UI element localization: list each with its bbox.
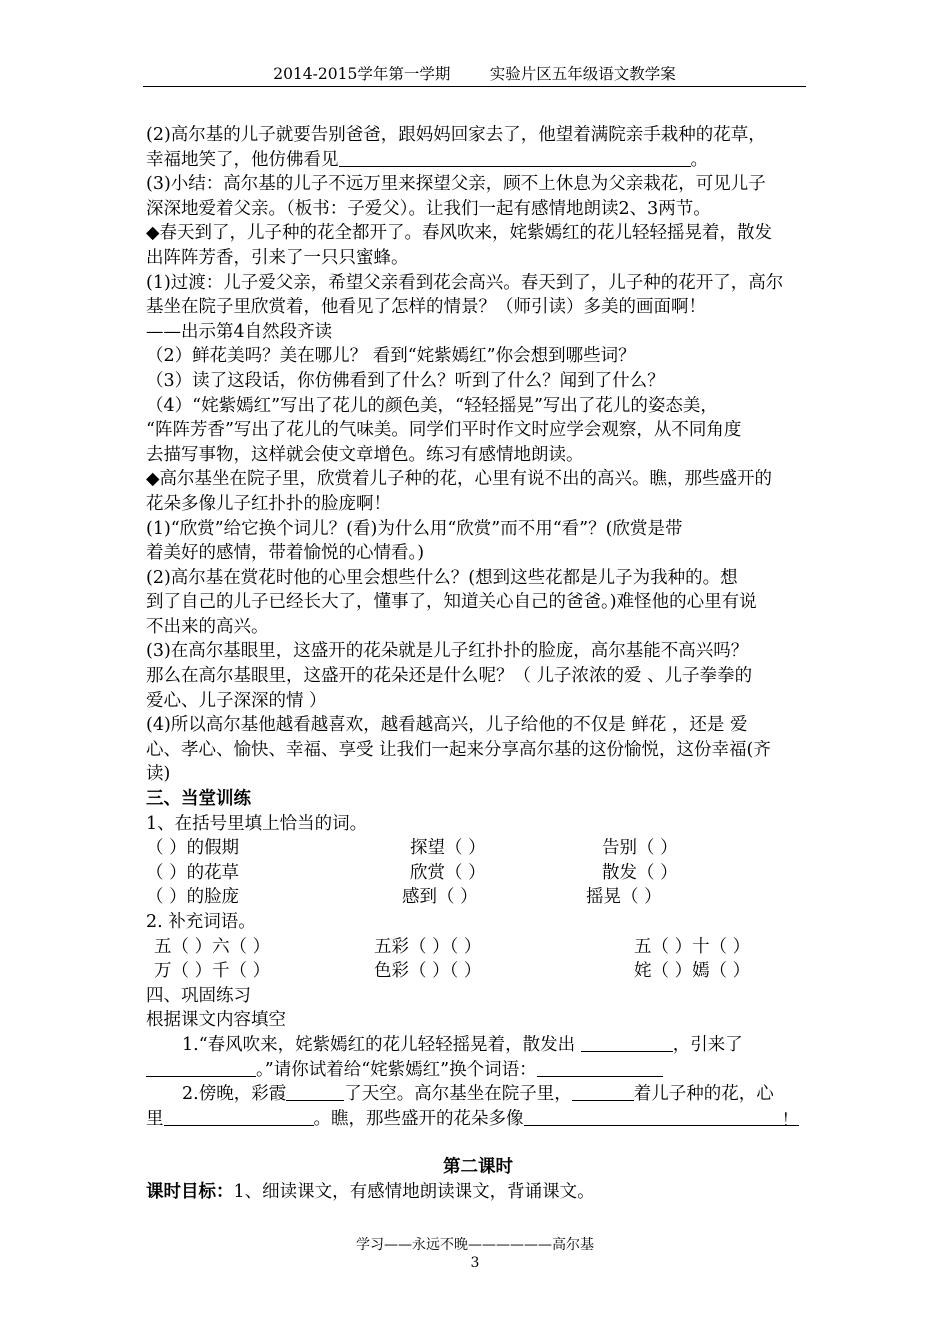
exercise-question: 1、在括号里填上恰当的词。: [146, 813, 368, 834]
fill-item[interactable]: （ ）的假期: [146, 838, 240, 859]
text-line: 出阵阵芳香，引来了一只只蜜蜂。: [146, 247, 409, 268]
text-line: “阵阵芳香”写出了花儿的气味美。同学们平时作文时应学会观察，从不同角度: [146, 420, 742, 441]
idiom-item[interactable]: 色彩（ ）（ ）: [374, 961, 482, 982]
fill-item[interactable]: 感到（ ）: [402, 887, 478, 908]
fill-row: [146, 861, 810, 886]
idiom-item[interactable]: 五彩（ ）（ ）: [374, 936, 482, 957]
text-line: ◆春天到了，儿子种的花全都开了。春风吹来，姹紫嫣红的花儿轻轻摇晃着，散发: [146, 223, 772, 244]
answer-blank[interactable]: [524, 1109, 782, 1126]
fill-row: [146, 885, 810, 910]
text-line: (1)过渡：儿子爱父亲，希望父亲看到花会高兴。春天到了，儿子种的花开了，高尔: [146, 272, 784, 293]
text-line: 心、孝心、愉快、幸福、享受 让我们一起来分享高尔基的这份愉悦，这份幸福(齐: [146, 739, 771, 760]
main-content: [146, 123, 810, 1205]
idiom-row: [146, 935, 810, 960]
text-line: ——出示第4自然段齐读: [146, 321, 333, 342]
page-header: [143, 62, 806, 86]
page-number: 3: [470, 1255, 480, 1271]
text-line: 不出来的高兴。: [146, 616, 269, 637]
header-title: 实验片区五年级语文教学案: [489, 65, 676, 83]
header-term: 2014-2015学年第一学期: [273, 65, 451, 83]
fill-item[interactable]: 欣赏（ ）: [410, 862, 486, 883]
text-line: (1)“欣赏”给它换个词儿？(看)为什么用“欣赏”而不用“看”？(欣赏是带: [146, 518, 683, 539]
text-line: 幸福地笑了，他仿佛看见 。: [146, 149, 708, 170]
section-heading-practice: 三、当堂训练: [146, 789, 251, 810]
text-line: 着美好的感情，带着愉悦的心情看。): [146, 543, 425, 564]
lesson-heading: 第二课时: [443, 1157, 513, 1178]
fill-item[interactable]: 摇晃（ ）: [586, 887, 662, 908]
text-line: (3)在高尔基眼里，这盛开的花朵就是儿子红扑扑的脸庞，高尔基能不高兴吗？: [146, 641, 749, 662]
text-line: (4)所以高尔基他越看越喜欢，越看越高兴，儿子给他的不仅是 鲜花 ，还是 爱: [146, 715, 748, 736]
text-line: （4）“姹紫嫣红”写出了花儿的颜色美，“轻轻摇晃”写出了花儿的姿态美，: [146, 395, 718, 416]
exercise-item: 。”请你试着给“姹紫嫣红”换个词语：: [146, 1058, 810, 1083]
exercise-instruction: 根据课文内容填空: [146, 1010, 286, 1031]
exercise-item: 1.“春风吹来，姹紫嫣红的花儿轻轻摇晃着，散发出 ，引来了: [182, 1034, 743, 1055]
fill-item[interactable]: （ ）的脸庞: [146, 887, 240, 908]
text-line: 基坐在院子里欣赏着，他看见了怎样的情景？（师引读）多美的画面啊！: [146, 297, 706, 318]
text-line: (2)高尔基的儿子就要告别爸爸，跟妈妈回家去了，他望着满院亲手栽种的花草，: [146, 125, 766, 145]
answer-blank[interactable]: [537, 1060, 663, 1077]
answer-blank[interactable]: [286, 1084, 344, 1101]
section-heading-consolidation: 四、巩固练习: [146, 985, 251, 1006]
answer-blank[interactable]: [339, 150, 691, 167]
exercise-item: 里 。瞧，那些盛开的花朵多像 ！: [146, 1108, 799, 1131]
answer-blank[interactable]: [146, 1060, 256, 1077]
text-line: 到了自己的儿子已经长大了，懂事了，知道关心自己的爸爸。)难怪他的心里有说: [146, 592, 757, 613]
header-rule: [143, 86, 806, 87]
idiom-item[interactable]: 五（ ）六（ ）: [154, 936, 271, 957]
answer-blank[interactable]: [581, 1035, 673, 1052]
idiom-item[interactable]: 姹（ ）嫣（ ）: [634, 961, 751, 982]
fill-item[interactable]: 散发（ ）: [602, 862, 678, 883]
text-line: （3）读了这段话，你仿佛看到了什么？听到了什么？闻到了什么？: [146, 370, 665, 391]
idiom-item[interactable]: 万（ ）千（ ）: [154, 961, 271, 982]
lesson-goal: 课时目标：1、细读课文，有感情地朗读课文，背诵课文。: [146, 1181, 595, 1202]
text-line: 花朵多像儿子红扑扑的脸庞啊！: [146, 493, 391, 514]
idiom-row: [146, 959, 810, 984]
fill-item[interactable]: （ ）的花草: [146, 862, 240, 883]
page-footer: [0, 1236, 950, 1272]
footer-motto: 学习——永远不晚——————高尔基: [356, 1237, 594, 1253]
answer-blank[interactable]: [572, 1084, 634, 1101]
exercise-item: 2.傍晚，彩霞 了天空。高尔基坐在院子里， 着儿子种的花，心: [182, 1084, 774, 1105]
fill-item[interactable]: 探望（ ）: [410, 838, 486, 859]
text-line: 爱心、儿子深深的情 ）: [146, 690, 327, 711]
exercise-question: 2. 补充词语。: [146, 912, 256, 932]
spacer: [146, 1131, 810, 1155]
text-line: ◆高尔基坐在院子里，欣赏着儿子种的花，心里有说不出的高兴。瞧，那些盛开的: [146, 469, 772, 490]
text-line: 深深地爱着父亲。（板书：子爱父）。让我们一起有感情地朗读2、3两节。: [146, 198, 711, 219]
text-line: (2)高尔基在赏花时他的心里会想些什么？(想到这些花都是儿子为我种的。想: [146, 567, 738, 588]
text-line: 读): [146, 764, 171, 785]
text-line: 那么在高尔基眼里，这盛开的花朵还是什么呢？（ 儿子浓浓的爱 、儿子拳拳的: [146, 666, 753, 687]
idiom-item[interactable]: 五（ ）十（ ）: [634, 936, 751, 957]
answer-blank[interactable]: [164, 1109, 314, 1126]
text-line: (3)小结：高尔基的儿子不远万里来探望父亲，顾不上休息为父亲栽花，可见儿子: [146, 174, 766, 195]
text-line: （2）鲜花美吗？美在哪儿？ 看到“姹紫嫣红”你会想到哪些词？: [146, 346, 636, 367]
fill-row: [146, 836, 810, 861]
text-line: 去描写事物，这样就会使文章增色。练习有感情地朗读。: [146, 444, 584, 465]
fill-item[interactable]: 告别（ ）: [602, 838, 678, 859]
